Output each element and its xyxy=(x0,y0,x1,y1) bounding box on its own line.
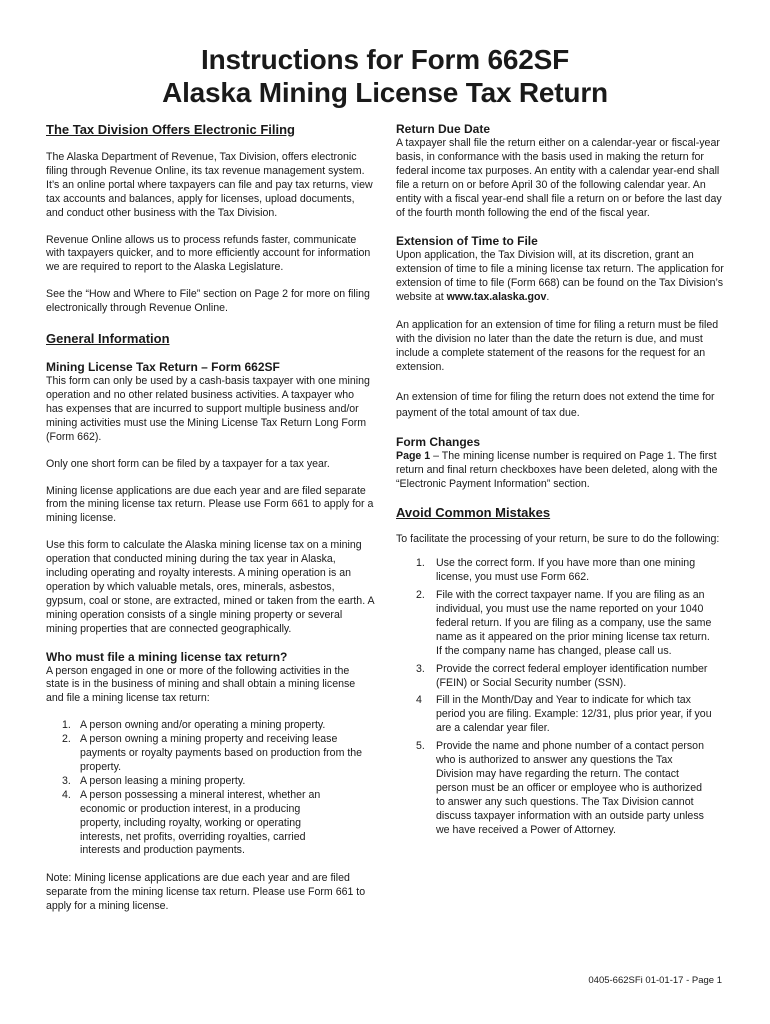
list-item-number: 1. xyxy=(416,557,425,570)
form-changes-heading: Form Changes xyxy=(396,434,481,449)
list-item-text: File with the correct taxpayer name. If you are filing as an individual, you must use the name reported on your 1040 federal return. If you are filing as a company, use the same name as it appeared on the prior mining license tax return. If the company name has changed, please call us. xyxy=(436,589,712,657)
form-662sf-heading: Mining License Tax Return – Form 662SF xyxy=(46,360,280,375)
list-item-number: 4. xyxy=(62,788,71,801)
list-item xyxy=(62,775,374,789)
list-item-number: 1. xyxy=(62,719,71,732)
list-item xyxy=(62,733,374,775)
extension-heading: Extension of Time to File xyxy=(396,234,538,249)
electronic-filing-heading: The Tax Division Offers Electronic Filing xyxy=(46,122,295,137)
form-paragraph-2: Only one short form can be filed by a taxpayer for a tax year. xyxy=(46,457,330,470)
list-item-text: Provide the name and phone number of a contact person who is authorized to answer any questions the Tax Division may have regarding the return. The contact person must be an officer or employee who is authorized to answer any such questions. The Tax Division cannot discuss taxpayer information with an outside party unless we have received a Power of Attorney. xyxy=(436,740,704,836)
avoid-paragraph: To facilitate the processing of your return, be sure to do the following: xyxy=(396,533,720,546)
note-paragraph: Note: Mining license applications are due each year and are filed separate from the mining license tax return. Please use Form 661 to apply for a mining license. xyxy=(46,872,366,913)
avoid-mistakes-heading: Avoid Common Mistakes xyxy=(396,505,551,521)
list-item-text: A person owning and/or operating a mining property. xyxy=(80,719,326,732)
list-item-number: 2. xyxy=(62,733,71,746)
return-due-date-heading: Return Due Date xyxy=(396,122,491,136)
electronic-paragraph-2: Revenue Online allows us to process refunds faster, communicate with taxpayers quicker, and to more efficiently account for information we are required to report to the Alaska Legislature. xyxy=(46,233,371,274)
list-item-text: A person leasing a mining property. xyxy=(80,774,246,787)
list-item-text: A person owning a mining property and receiving lease payments or royalty payments based on production from the property. xyxy=(80,733,363,773)
list-item-text: Provide the correct federal employer identification number (FEIN) or Social Security number (SSN). xyxy=(436,662,708,689)
left-column xyxy=(46,122,374,914)
list-item-number: 2. xyxy=(416,589,425,602)
list-item xyxy=(416,663,726,691)
extension-text-end: . xyxy=(546,291,550,304)
list-item-text: Use the correct form. If you have more than one mining license, you must use Form 662. xyxy=(436,557,696,584)
extension-text: Upon application, the Tax Division will, at its discretion, grant an extension of time to file a mining license tax return. The application for extension of time to file (Form 668) can be found on the Tax Division’s website at xyxy=(396,249,724,304)
who-list xyxy=(62,719,374,858)
extension-paragraph-2: An application for an extension of time for filing a return must be filed with the division no later than the date the return is due, and must include a complete statement of the reasons for the request for an extension. xyxy=(396,319,719,373)
who-paragraph: A person engaged in one or more of the following activities in the state is in the business of mining and shall obtain a mining license and file a mining license tax return: xyxy=(46,664,356,705)
website-link[interactable]: www.tax.alaska.gov xyxy=(446,291,547,304)
page-footer: 0405-662SFi 01-01-17 - Page 1 xyxy=(588,975,722,986)
list-item xyxy=(416,740,726,837)
right-column xyxy=(396,122,726,838)
form-changes-paragraph xyxy=(396,450,726,492)
due-paragraph: A taxpayer shall file the return either on a calendar-year or fiscal-year basis, in conformance with the basis used in making the return for federal income tax purposes. An entity with a calendar year-end shall file a return on or before April 30 of the following calendar year. An entity with a fiscal year-end shall file a return on or before the last day of the fourth month following the end of the fiscal year. xyxy=(396,137,722,219)
avoid-list xyxy=(416,557,726,837)
list-item-number: 5. xyxy=(416,740,425,753)
general-information-heading: General Information xyxy=(46,331,170,347)
form-changes-text: – The mining license number is required on Page 1. The first return and final return checkboxes have been deleted, along with the “Electronic Payment Information” section. xyxy=(396,449,718,490)
form-paragraph-1: This form can only be used by a cash-basis taxpayer with one mining operation and no other related business activities. A taxpayer who has expenses that are incurred to support multiple business and/or mining activities must use the Mining License Tax Return Long Form (Form 662). xyxy=(46,375,370,443)
form-changes-label: Page 1 xyxy=(396,449,431,462)
extension-paragraph-3: An extension of time for filing the return does not extend the time for payment of the total amount of tax due. xyxy=(396,390,715,419)
title-line-2: Alaska Mining License Tax Return xyxy=(162,77,608,108)
list-item-text: Fill in the Month/Day and Year to indicate for which tax period you are filing. Example: 12/31, plus prior year, if you are a calendar year filer. xyxy=(436,694,712,735)
list-item-number: 4 xyxy=(416,694,422,707)
list-item-number: 3. xyxy=(62,774,71,787)
who-must-file-heading: Who must file a mining license tax return? xyxy=(46,649,288,664)
electronic-paragraph-1: The Alaska Department of Revenue, Tax Division, offers electronic filing through Revenue Online, its tax revenue management system. It’s an online portal where taxpayers can file and pay tax returns, view tax accounts and balances, apply for licenses, upload documents, and conduct other business with the Tax Division. xyxy=(46,151,373,219)
extension-paragraph-1 xyxy=(396,249,726,305)
title-line-1: Instructions for Form 662SF xyxy=(201,44,569,75)
list-item xyxy=(416,557,726,585)
electronic-paragraph-3: See the “How and Where to File” section on Page 2 for more on filing electronically through Revenue Online. xyxy=(46,288,370,315)
form-paragraph-4: Use this form to calculate the Alaska mining license tax on a mining operation that conducted mining during the tax year in Alaska, including operating and royalty interests. A mining operation is an operation by which valuable metals, ores, minerals, asbestos, gypsum, coal or stone, are extracted, mined or taken from the earth. A mining operation consists of a single mining property or several mining properties that are connected geographically. xyxy=(46,539,374,635)
list-item-number: 3. xyxy=(416,662,425,675)
list-item xyxy=(416,694,726,736)
list-item xyxy=(416,589,726,659)
form-paragraph-3: Mining license applications are due each year and are filed separate from the mining license tax return. Please use Form 661 to apply for a mining license. xyxy=(46,484,374,525)
list-item xyxy=(62,719,374,733)
list-item-text: A person possessing a mineral interest, whether an economic or production interest, in a producing property, including royalty, working or operating interests, net profits, overriding royalties, carried interests and production payments. xyxy=(80,788,321,857)
list-item xyxy=(62,789,374,859)
